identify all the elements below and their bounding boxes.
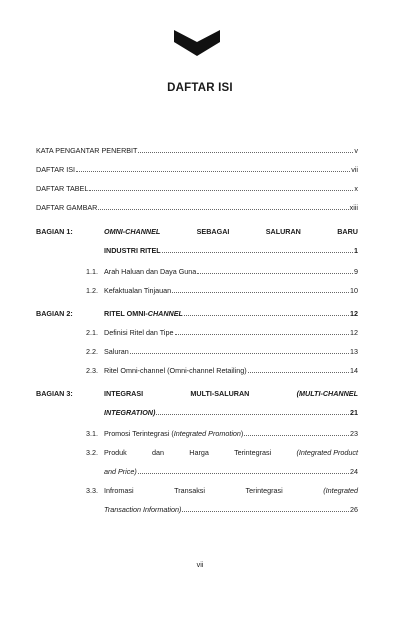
section-number: 2.2.: [86, 347, 98, 356]
toc-entry-label: DAFTAR GAMBAR: [36, 203, 98, 212]
toc-section-entry[interactable]: [36, 429, 358, 438]
section-title-text: and Price): [104, 467, 137, 476]
chapter-title-line: [104, 246, 358, 255]
toc-entry-label: DAFTAR ISI: [36, 165, 76, 174]
dot-leader: [162, 252, 353, 253]
dot-leader: [248, 372, 349, 373]
dot-leader: [130, 353, 349, 354]
toc-page-number: 10: [350, 286, 358, 295]
dot-leader: [182, 511, 349, 512]
chapter-title-line: [104, 408, 358, 417]
section-title-word: dan: [152, 448, 165, 457]
chapter-title-line: [104, 227, 358, 236]
toc-chapter-2[interactable]: [36, 309, 358, 318]
chapter-label: BAGIAN 2:: [36, 309, 73, 318]
toc-page-number: 21: [350, 408, 358, 417]
section-number: 1.2.: [86, 286, 98, 295]
section-title-word: Produk: [104, 448, 127, 457]
toc-section-entry[interactable]: [36, 366, 358, 375]
dot-leader: [76, 171, 350, 172]
toc-page-number: 12: [350, 328, 358, 337]
section-number: 2.1.: [86, 328, 98, 337]
toc-entry-label: KATA PENGANTAR PENERBIT: [36, 146, 138, 155]
toc-page-number: v: [354, 146, 358, 155]
chapter-label: BAGIAN 3:: [36, 389, 73, 398]
chapter-title-word: BARU: [337, 227, 358, 236]
section-number: 3.2.: [86, 448, 98, 457]
dot-leader: [175, 334, 349, 335]
toc-page-number: 12: [350, 309, 358, 318]
chapter-title-text: INDUSTRI RITEL: [104, 246, 161, 255]
chapter-title-word: (MULTI-CHANNEL: [296, 389, 358, 398]
dot-leader: [172, 292, 349, 293]
toc-page-number: 9: [354, 267, 358, 276]
dot-leader: [244, 435, 349, 436]
chapter-title-text: RITEL OMNI-: [104, 309, 148, 318]
toc-entry[interactable]: [36, 146, 358, 155]
section-title-line: [104, 486, 358, 495]
toc-section-entry[interactable]: [36, 328, 358, 337]
dot-leader: [138, 152, 353, 153]
chapter-title-word: OMNI-CHANNEL: [104, 227, 161, 236]
toc-page-number: 24: [350, 467, 358, 476]
chapter-title-word: SALURAN: [265, 227, 301, 236]
toc-page-number: x: [354, 184, 358, 193]
dot-leader: [138, 473, 349, 474]
chapter-title-word: INTEGRASI: [104, 389, 144, 398]
section-title-word: (Integrated: [323, 486, 358, 495]
chapter-title-word: SEBAGAI: [196, 227, 230, 236]
toc-section-entry[interactable]: [36, 347, 358, 356]
section-title-word: Transaksi: [174, 486, 205, 495]
chapter-title-line: [104, 389, 358, 398]
toc-page-number: 13: [350, 347, 358, 356]
section-number: 2.3.: [86, 366, 98, 375]
section-title: Definisi Ritel dan Tipe: [104, 328, 174, 337]
section-title-word: Harga: [189, 448, 209, 457]
section-title: Ritel Omni-channel (Omni-channel Retailing): [104, 366, 247, 375]
chapter-title-text: INTEGRATION): [104, 408, 156, 417]
toc-entry[interactable]: [36, 184, 358, 193]
section-title: Saluran: [104, 347, 129, 356]
dot-leader: [98, 209, 348, 210]
toc-entry[interactable]: [36, 203, 358, 212]
section-title-word: (Integrated Product: [296, 448, 358, 457]
toc-page-number: 1: [354, 246, 358, 255]
section-title-line: [104, 505, 358, 514]
dot-leader: [89, 190, 353, 191]
toc-page-number: 23: [350, 429, 358, 438]
toc-page-number: 26: [350, 505, 358, 514]
section-number: 3.3.: [86, 486, 98, 495]
toc-entry[interactable]: [36, 165, 358, 174]
section-number: 3.1.: [86, 429, 98, 438]
toc-page-number: 14: [350, 366, 358, 375]
page-title: DAFTAR ISI: [167, 82, 233, 94]
chevron-down-icon: [174, 26, 220, 56]
chapter-label: BAGIAN 1:: [36, 227, 73, 236]
chapter-title-word: MULTI-SALURAN: [190, 389, 250, 398]
section-title: Promosi Terintegrasi (Integrated Promotion): [104, 429, 244, 438]
toc-section-entry[interactable]: [36, 286, 358, 295]
section-title: Kefaktualan Tinjauan: [104, 286, 172, 295]
section-title-word: Infromasi: [104, 486, 134, 495]
section-title-line: [104, 448, 358, 457]
page-number-footer: vii: [196, 560, 204, 569]
section-title-word: Terintegrasi: [234, 448, 272, 457]
section-title-text: Transaction Information): [104, 505, 182, 514]
section-title-line: [104, 467, 358, 476]
chapter-title-italic: CHANNEL: [147, 309, 183, 318]
toc-section-entry[interactable]: [36, 267, 358, 276]
dot-leader: [197, 273, 353, 274]
section-number: 1.1.: [86, 267, 98, 276]
dot-leader: [156, 414, 349, 415]
toc-page-number: vii: [351, 165, 358, 174]
dot-leader: [184, 315, 349, 316]
toc-page-number: xiii: [349, 203, 358, 212]
section-title-word: Terintegrasi: [245, 486, 283, 495]
section-title: Arah Haluan dan Daya Guna: [104, 267, 197, 276]
toc-entry-label: DAFTAR TABEL: [36, 184, 89, 193]
